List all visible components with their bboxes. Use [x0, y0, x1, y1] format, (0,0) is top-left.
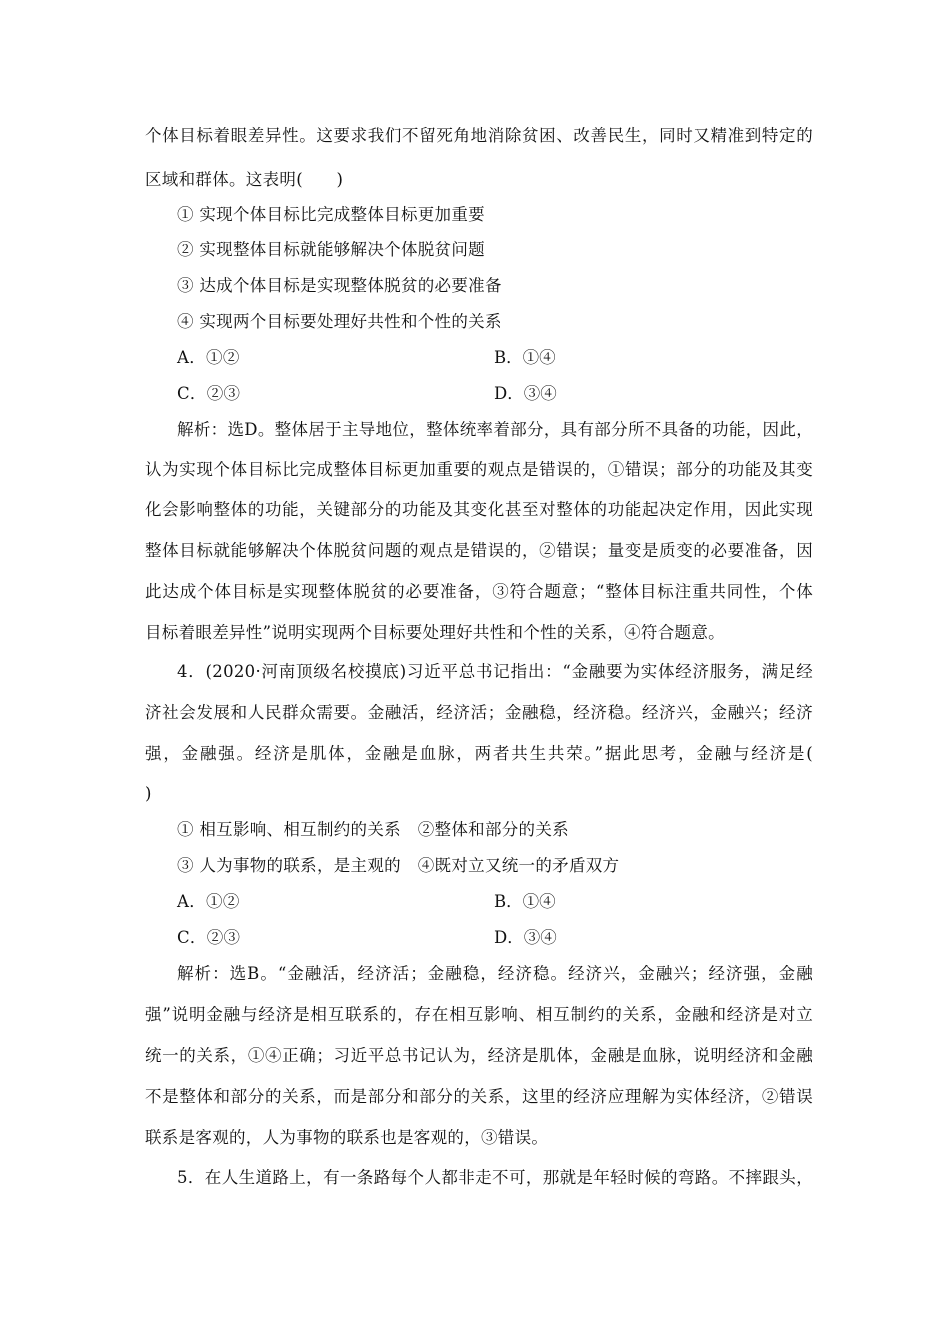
option-4: ④ 实现两个目标要处理好共性和个性的关系 — [177, 312, 502, 331]
choice-d: D．③④ — [494, 928, 557, 947]
question-5: 5．在人生道路上，有一条路每个人都非走不可，那就是年轻时候的弯路。不摔跟头， — [177, 1168, 813, 1187]
text-line: 此达成个体目标是实现整体脱贫的必要准备，③符合题意；“整体目标注重共同性，个体 — [145, 582, 813, 601]
text-line: ) — [145, 784, 152, 803]
answer-analysis: 解析：选D。整体居于主导地位，整体统率着部分，具有部分所不具备的功能，因此， — [177, 420, 813, 439]
text-line: 强，金融强。经济是肌体，金融是血脉，两者共生共荣。”据此思考，金融与经济是( — [145, 744, 813, 763]
choice-d: D．③④ — [494, 384, 557, 403]
option-1: ① 实现个体目标比完成整体目标更加重要 — [177, 205, 485, 224]
text-line: 区域和群体。这表明( ) — [145, 170, 344, 189]
question-4: 4．(2020·河南顶级名校摸底)习近平总书记指出：“金融要为实体经济服务，满足经 — [177, 662, 813, 681]
text-line: 不是整体和部分的关系，而是部分和部分的关系，这里的经济应理解为实体经济，②错误 — [145, 1087, 813, 1106]
option-2: ② 实现整体目标就能够解决个体脱贫问题 — [177, 240, 485, 259]
text-line: 化会影响整体的功能，关键部分的功能及其变化甚至对整体的功能起决定作用，因此实现 — [145, 500, 813, 519]
answer-analysis: 解析：选B。“金融活，经济活；金融稳，经济稳。经济兴，金融兴；经济强，金融 — [177, 964, 813, 983]
text-line: 认为实现个体目标比完成整体目标更加重要的观点是错误的，①错误；部分的功能及其变 — [145, 460, 813, 479]
option-3: ③ 人为事物的联系，是主观的 ④既对立又统一的矛盾双方 — [177, 856, 620, 875]
text-line: 联系是客观的，人为事物的联系也是客观的，③错误。 — [145, 1128, 549, 1147]
text-line: 个体目标着眼差异性。这要求我们不留死角地消除贫困、改善民生，同时又精准到特定的 — [145, 126, 813, 145]
text-line: 济社会发展和人民群众需要。金融活，经济活；金融稳，经济稳。经济兴，金融兴；经济 — [145, 703, 813, 722]
option-3: ③ 达成个体目标是实现整体脱贫的必要准备 — [177, 276, 502, 295]
choice-a: A．①② — [177, 348, 240, 367]
choice-c: C．②③ — [177, 928, 241, 947]
choice-b: B．①④ — [494, 348, 556, 367]
text-line: 统一的关系，①④正确；习近平总书记认为，经济是肌体，金融是血脉，说明经济和金融 — [145, 1046, 813, 1065]
text-line: 强”说明金融与经济是相互联系的，存在相互影响、相互制约的关系，金融和经济是对立 — [145, 1005, 813, 1024]
option-1: ① 相互影响、相互制约的关系 ②整体和部分的关系 — [177, 820, 569, 839]
choice-a: A．①② — [177, 892, 240, 911]
choice-b: B．①④ — [494, 892, 556, 911]
text-line: 目标着眼差异性”说明实现两个目标要处理好共性和个性的关系，④符合题意。 — [145, 623, 725, 642]
choice-c: C．②③ — [177, 384, 241, 403]
text-line: 整体目标就能够解决个体脱贫问题的观点是错误的，②错误；量变是质变的必要准备，因 — [145, 541, 813, 560]
